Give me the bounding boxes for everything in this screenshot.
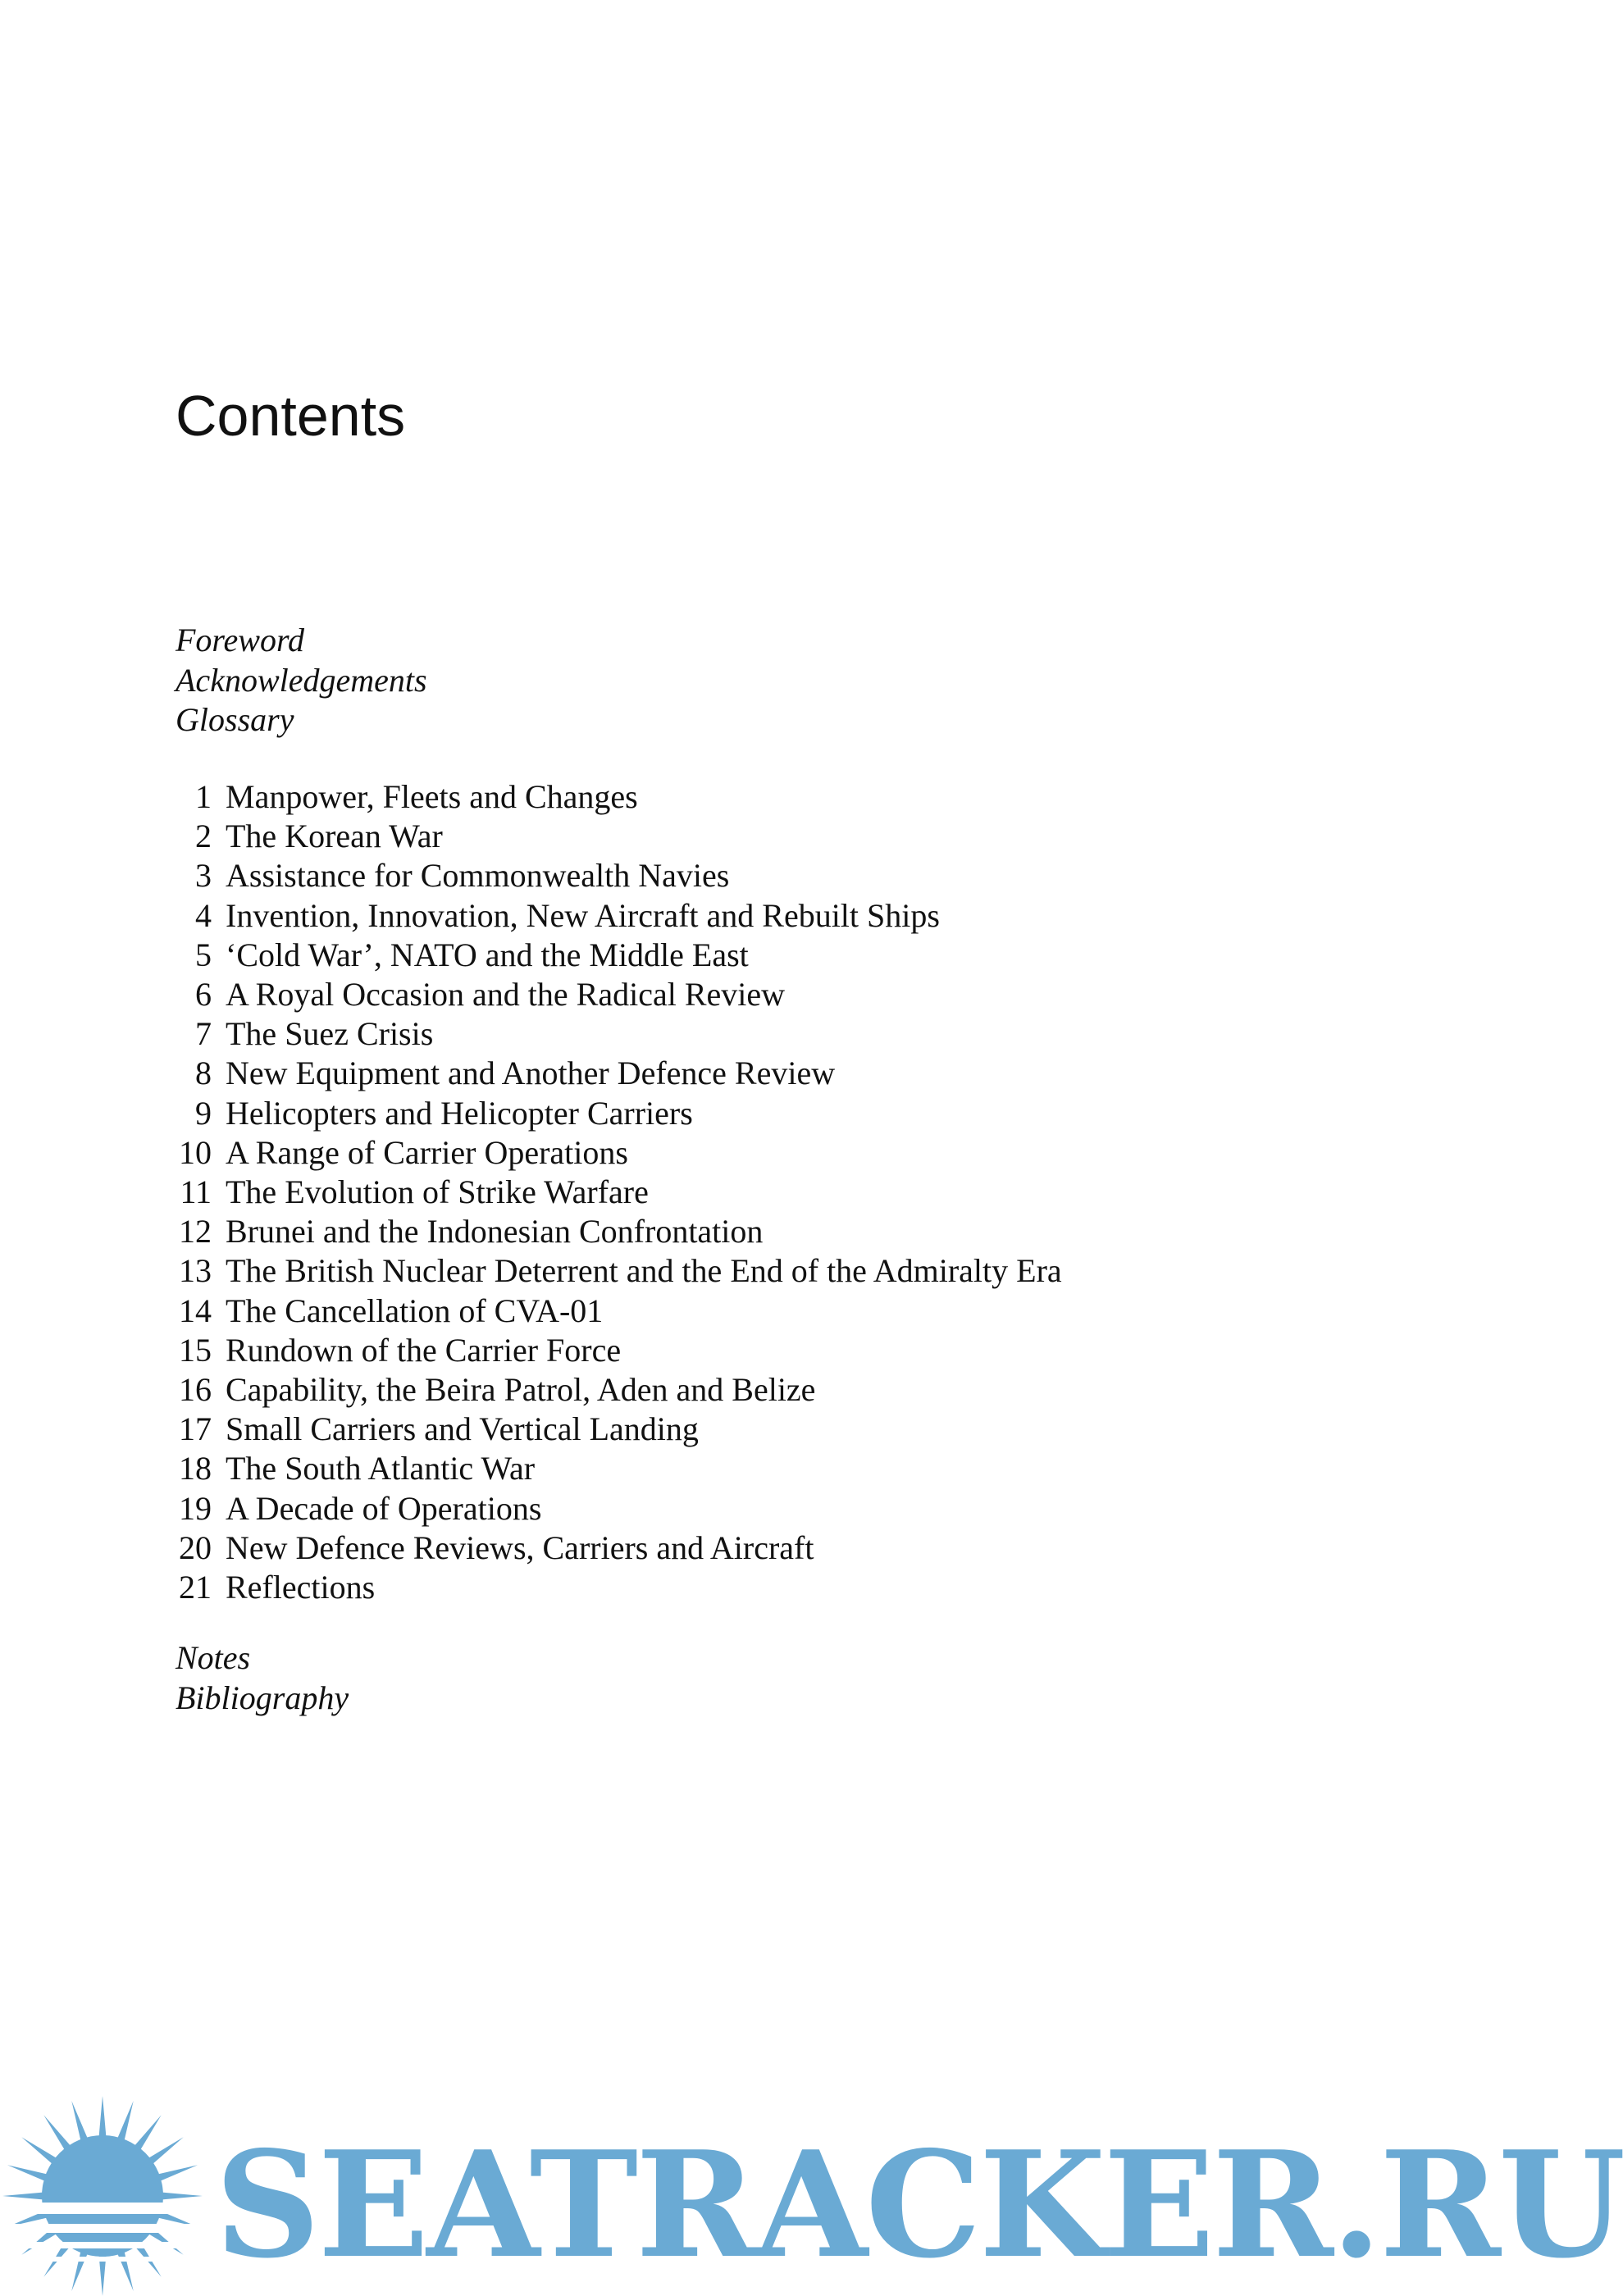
chapter-item [176,1054,1062,1093]
chapter-item [176,856,1062,895]
watermark-text: SEATRACKER.RU [215,2119,1623,2290]
chapter-item [176,1133,1062,1173]
chapter-item [176,896,1062,936]
chapter-number: 4 [195,896,212,934]
chapter-item [176,1212,1062,1251]
chapter-title: ‘Cold War’, NATO and the Middle East [226,936,749,973]
chapter-number: 3 [195,857,212,895]
chapter-title: Capability, the Beira Patrol, Aden and Belize [226,1371,816,1409]
chapter-title: A Range of Carrier Operations [226,1133,628,1171]
chapter-title: Brunei and the Indonesian Confrontation [226,1213,764,1250]
back-matter-item-notes: Notes [176,1639,251,1676]
chapter-title: Helicopters and Helicopter Carriers [226,1094,693,1132]
chapter-title: Rundown of the Carrier Force [226,1331,622,1369]
back-matter-item-bibliography: Bibliography [176,1679,349,1716]
chapter-number: 21 [179,1569,212,1606]
front-matter-item-glossary: Glossary [176,701,294,738]
chapter-title: New Defence Reviews, Carriers and Aircraft [226,1528,814,1566]
chapter-number: 13 [179,1252,212,1290]
chapter-title: A Royal Occasion and the Radical Review [226,976,786,1014]
chapter-title: The Cancellation of CVA-01 [226,1292,604,1329]
chapter-number: 17 [179,1410,212,1448]
chapter-item [176,1449,1062,1488]
chapter-item [176,1292,1062,1331]
chapter-title: The British Nuclear Deterrent and the End of the Admiralty Era [226,1252,1062,1290]
chapter-title: The Korean War [226,818,443,855]
chapter-title: The Suez Crisis [226,1015,434,1053]
chapter-number: 15 [179,1331,212,1369]
chapter-item [176,936,1062,975]
chapter-number: 16 [179,1371,212,1409]
chapter-number: 2 [195,818,212,855]
chapter-title: New Equipment and Another Defence Review [226,1055,836,1092]
back-matter-list [176,1638,349,1718]
chapter-number: 6 [195,976,212,1014]
chapter-item [176,817,1062,856]
chapter-title: Assistance for Commonwealth Navies [226,857,730,895]
chapter-title: Manpower, Fleets and Changes [226,778,638,815]
chapter-title: The Evolution of Strike Warfare [226,1173,649,1211]
chapter-number: 20 [179,1528,212,1566]
chapter-item [176,975,1062,1014]
chapter-item [176,1251,1062,1291]
chapter-number: 5 [195,936,212,973]
chapter-title: Small Carriers and Vertical Landing [226,1410,699,1448]
chapter-item [176,1331,1062,1370]
front-matter-list [176,621,427,740]
chapter-number: 9 [195,1094,212,1132]
chapter-number: 8 [195,1055,212,1092]
chapter-item [176,1489,1062,1528]
chapter-item [176,1173,1062,1212]
chapter-title: Invention, Innovation, New Aircraft and Rebuilt Ships [226,896,940,934]
chapter-item [176,1528,1062,1568]
chapter-title: The South Atlantic War [226,1450,536,1487]
chapter-number: 10 [179,1133,212,1171]
chapter-item [176,777,1062,817]
chapter-number: 14 [179,1292,212,1329]
chapter-list [176,777,1062,1607]
chapter-number: 19 [179,1489,212,1527]
chapter-item [176,1370,1062,1410]
chapter-title: A Decade of Operations [226,1489,542,1527]
chapter-title: Reflections [226,1569,376,1606]
front-matter-item-acknowledgements: Acknowledgements [176,661,427,699]
chapter-item [176,1014,1062,1054]
chapter-number: 7 [195,1015,212,1053]
page-title: Contents [176,384,406,448]
chapter-number: 1 [195,778,212,815]
chapter-item [176,1568,1062,1607]
chapter-item [176,1094,1062,1133]
chapter-number: 12 [179,1213,212,1250]
chapter-number: 11 [180,1173,212,1211]
sun-logo-icon [0,2096,209,2296]
chapter-number: 18 [179,1450,212,1487]
front-matter-item-foreword: Foreword [176,622,305,658]
chapter-item [176,1410,1062,1449]
